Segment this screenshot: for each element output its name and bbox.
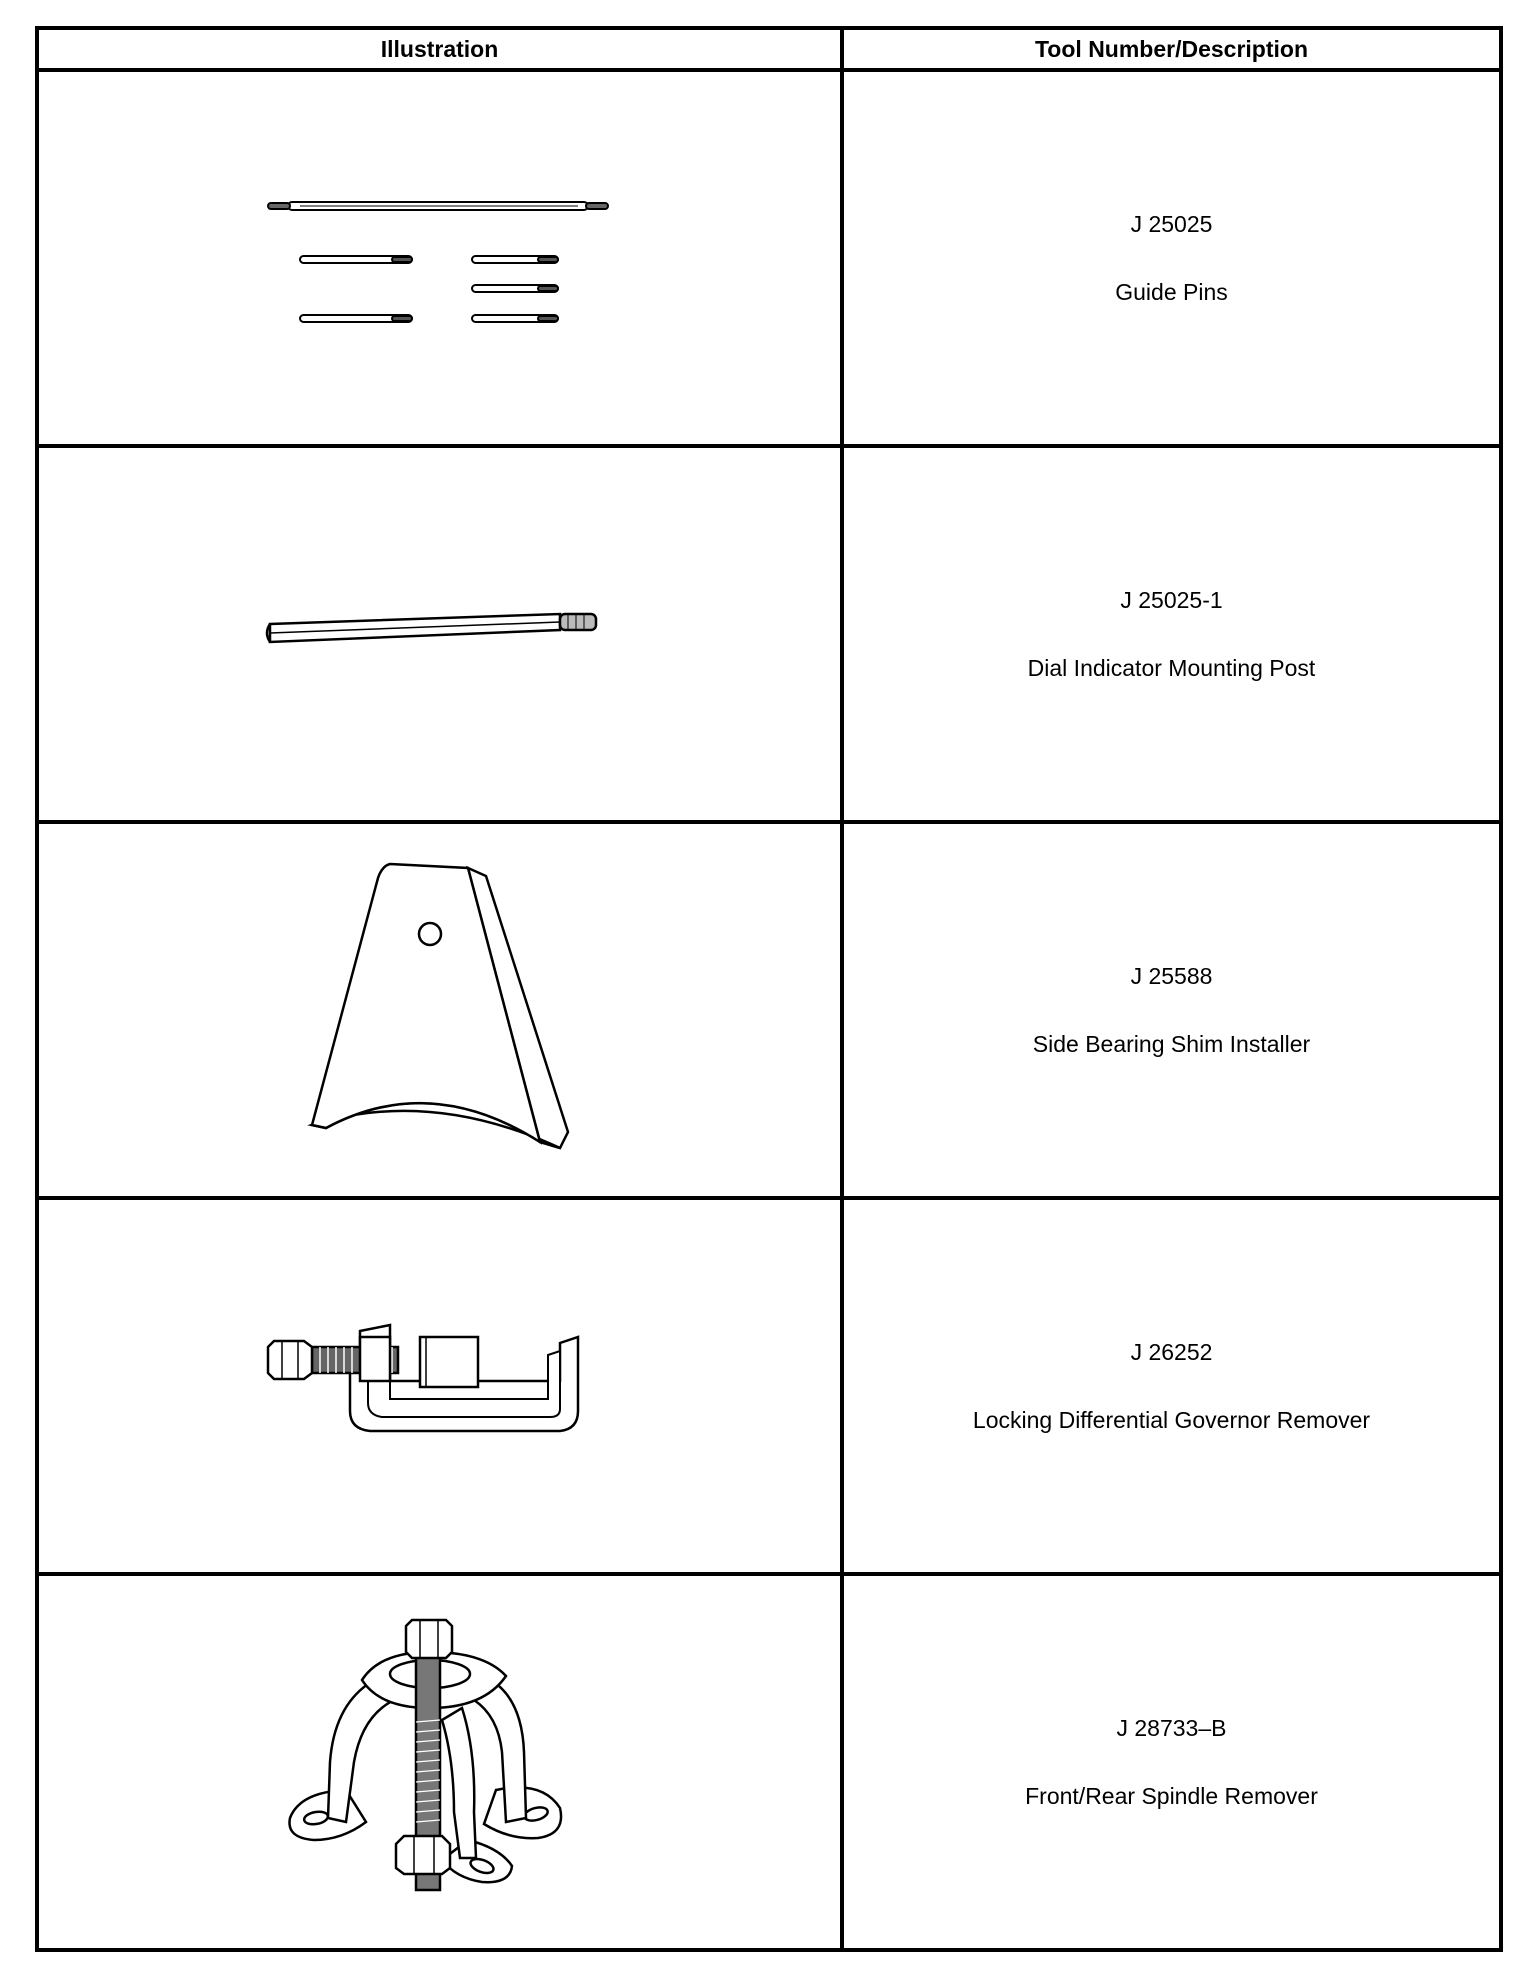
table-row — [37, 70, 1501, 446]
special-tools-table — [35, 26, 1503, 1952]
table-row — [37, 822, 1501, 1198]
table-header-row — [37, 28, 1501, 70]
illustration-cell — [37, 70, 842, 446]
description-cell — [842, 1574, 1501, 1950]
tool-number: J 25025-1 — [1120, 587, 1223, 613]
spindle-remover-icon — [270, 1612, 610, 1912]
illustration-cell — [37, 1198, 842, 1574]
guide-pins-icon — [260, 178, 620, 338]
mounting-post-icon — [260, 594, 620, 674]
tool-description: Locking Differential Governor Remover — [972, 1407, 1371, 1433]
table-row — [37, 446, 1501, 822]
tool-description: Dial Indicator Mounting Post — [1027, 655, 1316, 681]
governor-remover-icon — [260, 1311, 620, 1461]
tool-description: Guide Pins — [1115, 279, 1228, 305]
illustration-cell — [37, 1574, 842, 1950]
tool-number: J 25025 — [1130, 211, 1213, 237]
header-illustration: Illustration — [37, 28, 842, 70]
description-cell — [842, 822, 1501, 1198]
tool-number: J 28733–B — [1116, 1715, 1227, 1741]
shim-installer-icon — [290, 850, 590, 1170]
tool-number: J 26252 — [1130, 1339, 1213, 1365]
table-row — [37, 1574, 1501, 1950]
description-cell — [842, 1198, 1501, 1574]
tool-description: Front/Rear Spindle Remover — [1025, 1783, 1318, 1809]
illustration-cell — [37, 822, 842, 1198]
illustration-cell — [37, 446, 842, 822]
description-cell — [842, 446, 1501, 822]
description-cell — [842, 70, 1501, 446]
header-tool-number-description: Tool Number/Description — [842, 28, 1501, 70]
tool-number: J 25588 — [1130, 963, 1213, 989]
tool-description: Side Bearing Shim Installer — [1032, 1031, 1311, 1057]
table-row — [37, 1198, 1501, 1574]
